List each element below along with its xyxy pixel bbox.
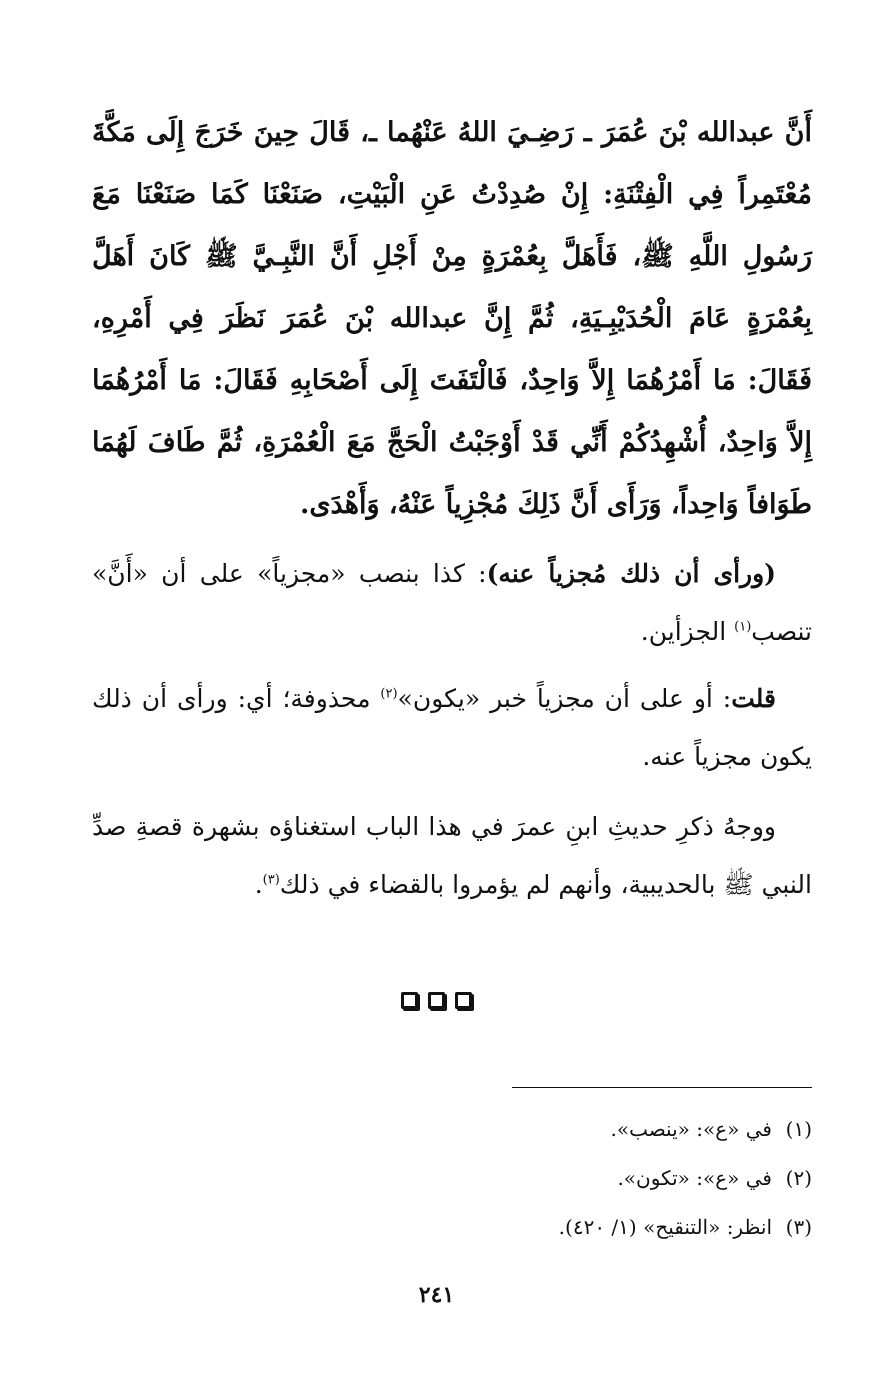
footnotes-list [92, 1105, 812, 1252]
square-ornament-icon [401, 992, 418, 1009]
lead-word: قلت [731, 684, 777, 713]
footnote-separator [512, 1087, 812, 1088]
commentary-text: الجزأين. [640, 617, 735, 646]
footnote-ref-1: (١) [734, 619, 752, 635]
square-ornament-icon [455, 992, 472, 1009]
commentary-text: محذوفة؛ أي: ورأى أن ذلك يكون مجزياً عنه. [92, 684, 812, 771]
footnote-text: في «ع»: «ينصب». [610, 1117, 772, 1141]
footnote-item [92, 1105, 812, 1154]
section-divider [0, 992, 873, 1013]
footnote-number: (١) [785, 1117, 812, 1141]
commentary-text: . [254, 870, 263, 899]
footnote-ref-3: (٣) [262, 872, 280, 888]
commentary-paragraph-2 [92, 670, 812, 786]
footnote-text: في «ع»: «تكون». [617, 1166, 772, 1190]
footnote-item [92, 1154, 812, 1203]
commentary-text: ووجهُ ذكرِ حديثِ ابنِ عمرَ في هذا الباب استغناؤه بشهرة قصةِ صدِّ النبي ﷺ بالحديبية، وأنهم لم يؤمروا بالقضاء في ذلك [92, 812, 812, 899]
quoted-phrase: (ورأى أن ذلك مُجزياً عنه) [486, 559, 776, 588]
commentary-paragraph-1 [92, 545, 812, 661]
footnote-text: انظر: «التنقيح» (١/ ٤٢٠). [558, 1215, 772, 1239]
hadith-text: أَنَّ عبدالله بْنَ عُمَرَ ـ رَضِـيَ اللهُ عَنْهُما ـ، قَالَ حِينَ خَرَجَ إِلَى مَكَّةَ مُعْتَمِراً فِي الْفِتْنَةِ: إِنْ صُدِدْتُ عَنِ الْبَيْتِ، صَنَعْنَا كَمَا صَنَعْنَا مَعَ رَسُولِ اللَّهِ ﷺ، فَأَهَلَّ بِعُمْرَةٍ مِنْ أَجْلِ أَنَّ النَّبِـيَّ ﷺ كَانَ أَهَلَّ بِعُمْرَةٍ عَامَ الْحُدَيْبِـيَةِ، ثُمَّ إِنَّ عبدالله بْنَ عُمَرَ نَظَرَ فِي أَمْرِهِ، فَقَالَ: مَا أَمْرُهُمَا إِلاَّ وَاحِدٌ، فَالْتَفَتَ إِلَى أَصْحَابِهِ فَقَالَ: مَا أَمْرُهُمَا إِلاَّ وَاحِدٌ، أُشْهِدُكُمْ أَنِّي قَدْ أَوْجَبْتُ الْحَجَّ مَعَ الْعُمْرَةِ، ثُمَّ طَافَ لَهُمَا طَوَافاً وَاحِداً، وَرَأَى أَنَّ ذَلِكَ مُجْزِياً عَنْهُ، وَأَهْدَى. [92, 117, 812, 520]
footnote-number: (٢) [785, 1166, 812, 1190]
footnote-item [92, 1203, 812, 1252]
commentary-text: : كذا بنصب «مجزياً» على أن «أَنَّ» تنصب [92, 559, 812, 646]
footnote-number: (٣) [785, 1215, 812, 1239]
square-ornament-icon [428, 992, 445, 1009]
commentary-paragraph-3 [92, 798, 812, 914]
page-number: ٢٤١ [418, 1282, 455, 1308]
commentary-text: : أو على أن مجزياً خبر «يكون» [397, 684, 732, 713]
footnote-ref-2: (٢) [380, 686, 398, 702]
